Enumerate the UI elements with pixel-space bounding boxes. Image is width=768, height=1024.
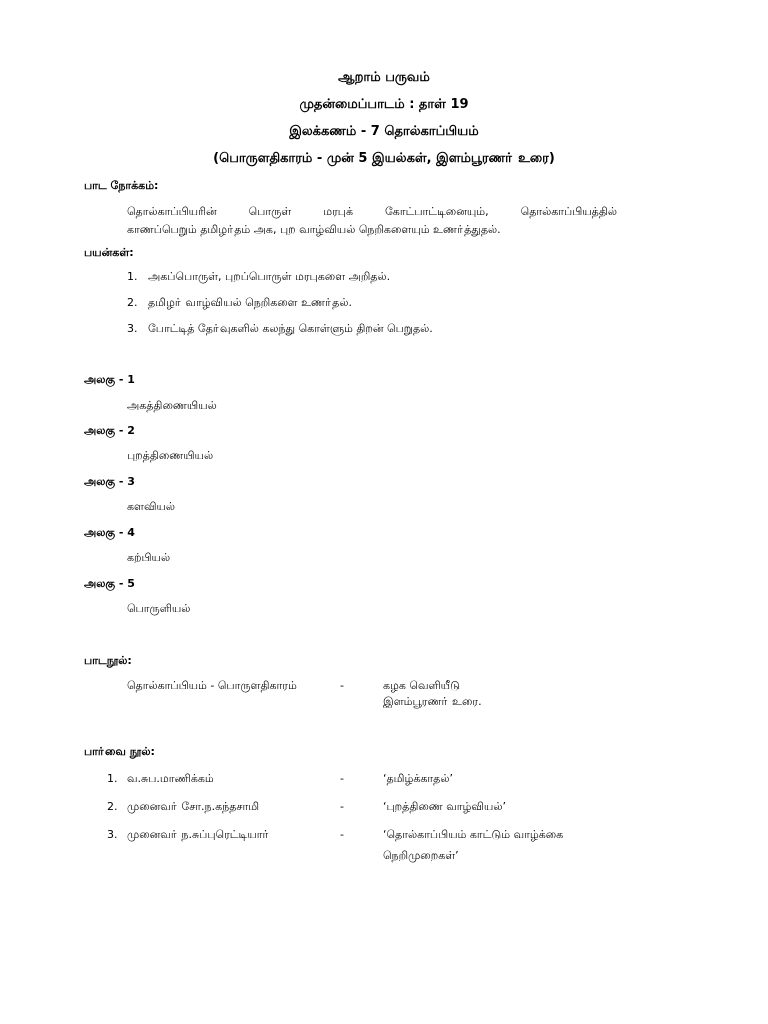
reference-author: முனைவா் சோ.ந.கந்தசாமி <box>127 800 260 813</box>
term-heading: ஆறாம் பருவம் <box>338 70 430 85</box>
reference-title: ‘புறத்திணை வாழ்வியல்’ <box>383 800 506 813</box>
unit-label: அலகு - 3 <box>84 475 135 488</box>
reference-number: 3. <box>107 828 118 841</box>
textbook-dash: - <box>340 679 344 692</box>
reference-title: ‘தொல்காப்பியம் காட்டும் வாழ்க்கை <box>383 828 564 841</box>
unit-label: அலகு - 1 <box>84 373 135 386</box>
reference-number: 2. <box>107 800 118 813</box>
objective-line-1: தொல்காப்பியரின் பொருள் மரபுக் கோட்பாட்டினையும், தொல்காப்பியத்தில் <box>127 205 617 218</box>
reference-dash: - <box>340 772 344 785</box>
objective-paragraph <box>127 203 617 239</box>
reference-author: முனைவா் ந.சுப்புரெட்டியாா் <box>127 828 270 841</box>
objective-label: பாட நோக்கம்: <box>84 179 159 192</box>
unit-title: கற்பியல் <box>127 551 171 564</box>
unit-title: களவியல் <box>127 500 176 513</box>
outcome-number: 1. <box>127 270 138 283</box>
unit-title: பொருளியல் <box>127 602 191 615</box>
scope-heading: (பொருளதிகாரம் - முன் 5 இயல்கள், இளம்பூரணா் உரை) <box>213 151 555 166</box>
unit-title: அகத்திணையியல் <box>127 399 217 412</box>
outcomes-label: பயன்கள்: <box>84 246 134 259</box>
unit-label: அலகு - 5 <box>84 577 135 590</box>
outcome-number: 3. <box>127 322 138 335</box>
reference-author: வ.சுப.மாணிக்கம் <box>127 772 214 785</box>
outcome-item: தமிழா் வாழ்வியல் நெறிகளை உணா்தல். <box>148 296 352 309</box>
outcome-item: அகப்பொருள், புறப்பொருள் மரபுகளை அறிதல். <box>148 270 391 283</box>
outcome-item: போட்டித் தோ்வுகளில் கலந்து கொள்ளும் திறன் பெறுதல். <box>148 322 433 335</box>
subject-heading: இலக்கணம் - 7 தொல்காப்பியம் <box>289 124 479 139</box>
reference-dash: - <box>340 828 344 841</box>
reference-dash: - <box>340 800 344 813</box>
textbook-title: தொல்காப்பியம் - பொருளதிகாரம் <box>127 679 297 692</box>
reference-title: ‘தமிழ்க்காதல்’ <box>383 772 453 785</box>
references-label: பாா்வை நூல்: <box>84 745 155 758</box>
reference-number: 1. <box>107 772 118 785</box>
unit-title: புறத்திணையியல் <box>127 449 214 462</box>
objective-line-2: காணப்பெறும் தமிழா்தம் அக, புற வாழ்வியல் நெறிகளையும் உணா்த்துதல். <box>127 223 501 236</box>
unit-label: அலகு - 4 <box>84 526 135 539</box>
reference-title-continued: நெறிமுறைகள்’ <box>383 849 459 862</box>
outcome-number: 2. <box>127 296 138 309</box>
unit-label: அலகு - 2 <box>84 424 135 437</box>
textbook-label: பாடநூல்: <box>84 654 132 667</box>
textbook-publisher: கழக வெளியீடு <box>383 679 460 692</box>
paper-heading: முதன்மைப்பாடம் : தாள் 19 <box>299 97 469 112</box>
textbook-note: இளம்பூரணா் உரை. <box>383 695 482 708</box>
